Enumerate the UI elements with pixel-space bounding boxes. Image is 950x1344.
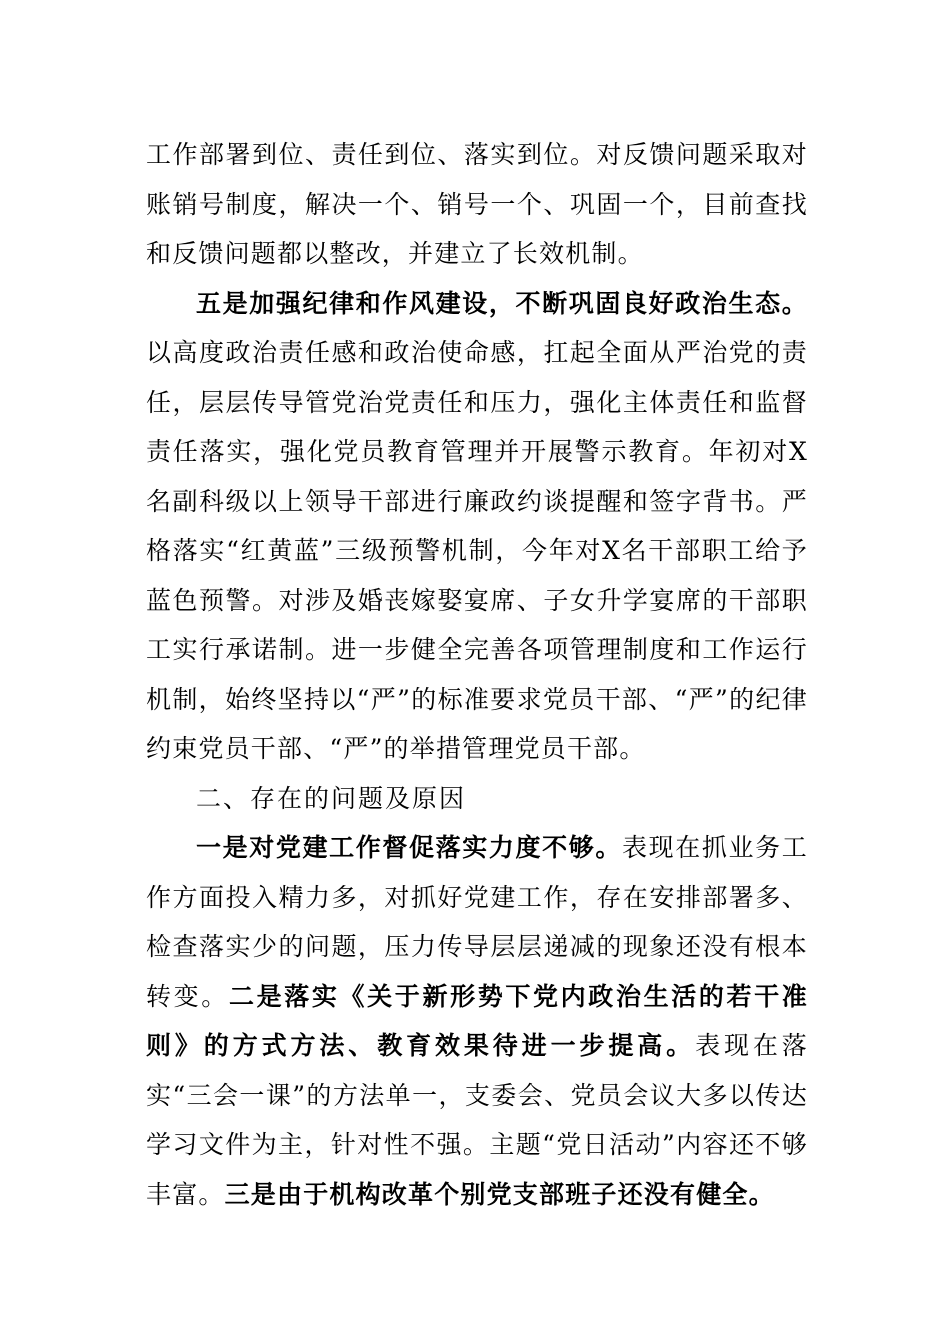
problem-one-text: 表现在抓业务工作方面投入精力多，对抓好党建工作，存在安排部署多、检查落实少的问题，压力传导层层递减的现象还没有根本转变。 [146,833,808,1011]
paragraph-bold-lead: 五是加强纪律和作风建设，不断巩固良好政治生态。 [196,288,808,318]
document-body [146,130,808,1219]
paragraph-text: 工作部署到位、责任到位、落实到位。对反馈问题采取对账销号制度，解决一个、销号一个、巩固一个，目前查找和反馈问题都以整改，并建立了长效机制。 [146,140,808,268]
problem-three-bold: 三是由于机构改革个别党支部班子还没有健全。 [224,1179,775,1209]
paragraph-continuation [146,130,808,279]
paragraph-discipline [146,279,808,774]
problem-one-bold: 一是对党建工作督促落实力度不够。 [196,833,623,862]
section-heading: 二、存在的问题及原因 [196,783,467,813]
paragraph-problems [146,823,808,1219]
paragraph-text: 以高度政治责任感和政治使命感，扛起全面从严治党的责任，层层传导管党治党责任和压力，强化主体责任和监督责任落实，强化党员教育管理并开展警示教育。年初对X名副科级以上领导干部进行廉政约谈提醒和签字背书。严格落实“红黄蓝”三级预警机制，今年对X名干部职工给予蓝色预警。对涉及婚丧嫁娶宴席、子女升学宴席的干部职工实行承诺制。进一步健全完善各项管理制度和工作运行机制，始终坚持以“严”的标准要求党员干部、“严”的纪律约束党员干部、“严”的举措管理党员干部。 [146,338,808,763]
problem-two-text: 表现在落实“三会一课”的方法单一，支委会、党员会议大多以传达学习文件为主，针对性不强。主题“党日活动”内容还不够丰富。 [146,1031,808,1209]
problem-two-bold: 二是落实《关于新形势下党内政治生活的若干准则》的方式方法、教育效果待进一步提高。 [146,981,808,1060]
